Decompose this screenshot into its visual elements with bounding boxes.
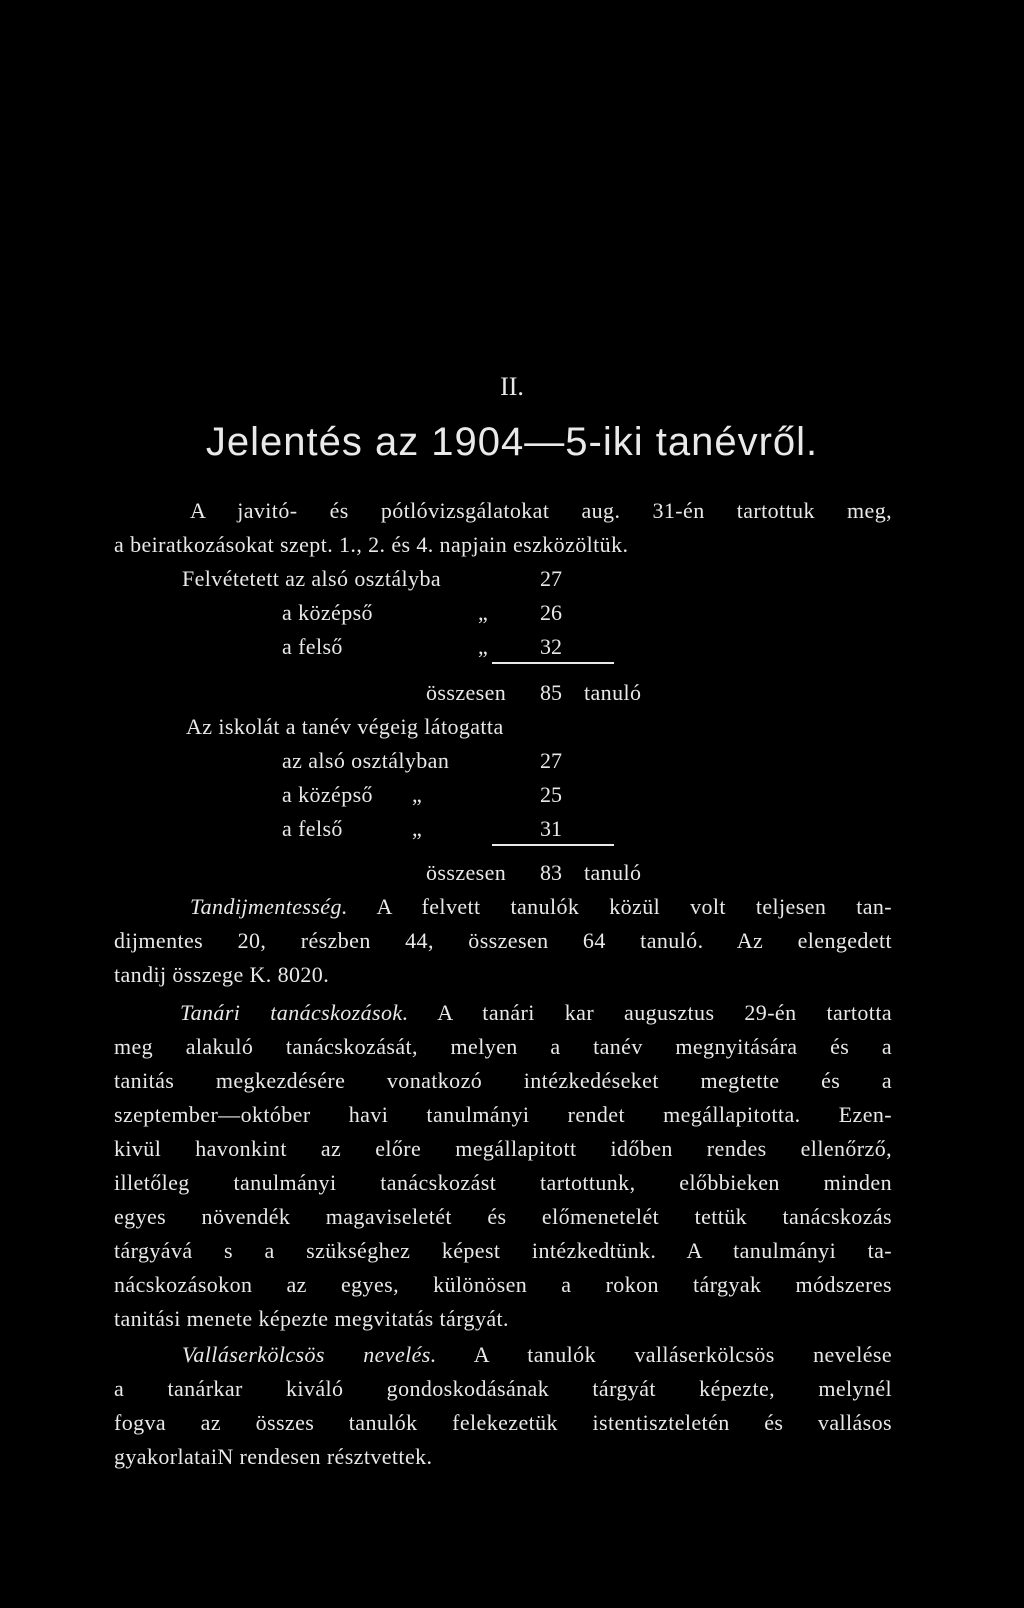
religious-heading: Valláserkölcsös nevelés. [182, 1342, 437, 1367]
meetings-line: egyes növendék magaviseletét és előmenetelét tettük tanácskozás [114, 1204, 892, 1229]
meetings-line: tárgyává s a szükséghez képest intézkedtünk. A tanulmányi ta- [114, 1238, 892, 1263]
attended-total-value: 83 [540, 860, 562, 885]
religious-line-1 [182, 1342, 892, 1368]
intro-line-1: A javitó- és pótlóvizsgálatokat aug. 31-én tartottuk meg, [190, 498, 892, 523]
meetings-line-1 [180, 1000, 892, 1026]
ditto-mark: „ [478, 634, 488, 659]
religious-line: gyakorlataiN rendesen résztvettek. [114, 1444, 433, 1469]
attended-row-value: 27 [540, 748, 562, 773]
tuition-heading: Tandijmentesség. [190, 894, 348, 919]
attended-row-label: a középső [282, 782, 373, 807]
sum-rule [492, 844, 614, 846]
attended-row-label: a felső [282, 816, 343, 841]
religious-line: a tanárkar kiváló gondoskodásának tárgyát képezte, melynél [114, 1376, 892, 1401]
enrolled-total-unit: tanuló [584, 680, 642, 705]
tuition-line-1 [190, 894, 892, 920]
meetings-line: nácskozásokon az egyes, különösen a rokon tárgyak módszeres [114, 1272, 892, 1297]
attended-row-value: 31 [540, 816, 562, 841]
enrolled-row-label: a felső [282, 634, 343, 659]
page-title: Jelentés az 1904—5-iki tanévről. [205, 420, 819, 464]
sum-rule [492, 662, 614, 664]
tuition-line-1-text: A felvett tanulók közül volt teljesen tan- [376, 894, 893, 919]
enrolled-first-value: 27 [540, 566, 562, 591]
attended-row-label: az alsó osztályban [282, 748, 450, 773]
attended-row-value: 25 [540, 782, 562, 807]
enrolled-row-value: 26 [540, 600, 562, 625]
meetings-line: illetőleg tanulmányi tanácskozást tartottunk, előbbieken minden [114, 1170, 892, 1195]
ditto-mark: „ [412, 782, 422, 807]
ditto-mark: „ [412, 816, 422, 841]
meetings-line: szeptember—október havi tanulmányi rendet megállapitotta. Ezen- [114, 1102, 892, 1127]
attended-heading: Az iskolát a tanév végeig látogatta [186, 714, 504, 739]
enrolled-total-value: 85 [540, 680, 562, 705]
tuition-line-3: tandij összege K. 8020. [114, 962, 330, 987]
meetings-line-1-text: A tanári kar augusztus 29-én tartotta [437, 1000, 892, 1025]
religious-line-1-text: A tanulók valláserkölcsös nevelése [473, 1342, 892, 1367]
meetings-heading: Tanári tanácskozások. [180, 1000, 409, 1025]
attended-total-unit: tanuló [584, 860, 642, 885]
tuition-line-2: dijmentes 20, részben 44, összesen 64 tanuló. Az elengedett [114, 928, 892, 953]
meetings-line: kivül havonkint az előre megállapitott időben rendes ellenőrző, [114, 1136, 892, 1161]
section-number: II. [500, 372, 524, 401]
enrolled-heading: Felvétetett az alsó osztályba [182, 566, 442, 591]
ditto-mark: „ [478, 600, 488, 625]
meetings-line: tanitás megkezdésére vonatkozó intézkedéseket megtette és a [114, 1068, 892, 1093]
religious-line: fogva az összes tanulók felekezetük istentiszteletén és vallásos [114, 1410, 892, 1435]
intro-line-2: a beiratkozásokat szept. 1., 2. és 4. napjain eszközöltük. [114, 532, 629, 557]
attended-total-label: összesen [426, 860, 507, 885]
enrolled-total-label: összesen [426, 680, 507, 705]
enrolled-row-label: a középső [282, 600, 373, 625]
enrolled-row-value: 32 [540, 634, 562, 659]
meetings-line: meg alakuló tanácskozását, melyen a tanév megnyitására és a [114, 1034, 892, 1059]
meetings-line: tanitási menete képezte megvitatás tárgyát. [114, 1306, 509, 1331]
